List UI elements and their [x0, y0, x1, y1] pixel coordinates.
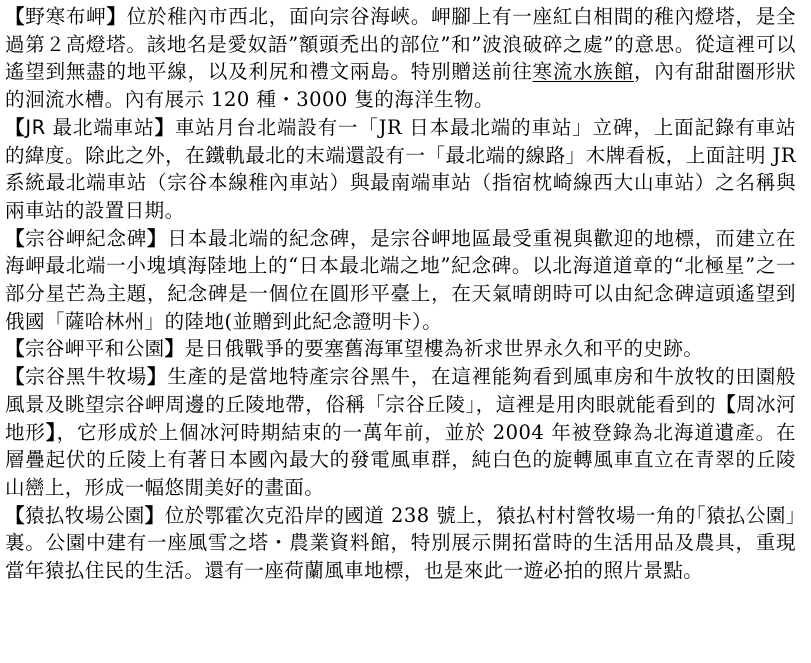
entry-black-cattle-ranch	[5, 363, 796, 502]
entry-text: 生產的是當地特產宗谷黑牛，在這裡能夠看到風車房和牛放牧的田園般風景及眺望宗谷岬周邊的丘陵地帶，俗稱「宗谷丘陵」，這裡是用肉眼就能看到的	[5, 365, 797, 416]
bracket-close: 】	[147, 365, 168, 389]
entry-text: 位於稚內市西北，面向宗谷海峽。岬腳上有一座紅白相間的稚內燈塔，是全過第２高燈塔。該地名是愛奴語”額頭禿出的部位”和”波浪破碎之處”的意思。從這裡可以遙望到無盡的地平線，以及利尻和禮文兩島。特別贈送前往	[5, 5, 796, 84]
bracket-open: 【	[5, 5, 26, 28]
bracket-close: 】	[144, 503, 165, 527]
entry-nosappu-misaki	[5, 3, 796, 114]
bracket-close: 】	[45, 420, 57, 444]
entry-text-after: ，內有甜甜圈形狀的洄流水槽。內有展示 120 種・3000 隻的海洋生物。	[5, 60, 796, 112]
bracket-close: 】	[147, 226, 168, 250]
entry-sarufutsu-park	[5, 502, 796, 585]
entry-jr-station	[5, 114, 796, 225]
bracket-close: 】	[154, 115, 175, 139]
bracket-close: 】	[164, 337, 185, 361]
entry-text: 位於鄂霍次克沿岸的國道 238 號上，猿払村村營牧場一角的｢猿払公園」裏。公園中建有一座風雪之塔・農業資料館，特別展示開拓當時的生活用品及農具，重現當年猿払住民的生活。還有一座荷蘭風車地標，也是來此一遊必拍的照片景點。	[5, 503, 796, 583]
bracket-open: 【	[5, 337, 25, 361]
entry-soya-monument	[5, 225, 796, 336]
bracket-close: 】	[106, 5, 127, 28]
bracket-open: 【	[5, 115, 26, 139]
entry-peace-park	[5, 335, 796, 363]
entry-text: 日本最北端的紀念碑，是宗谷岬地區最受重視與歡迎的地標，而建立在海岬最北端一小塊填海陸地上的“日本最北端之地”紀念碑。以北海道道章的“北極星”之一部分星芒為主題，紀念碑是一個位在圓形平臺上，在天氣晴朗時可以由紀念碑這頭遙望到俄國「薩哈林州」的陸地(並贈到此紀念證明卡）。	[5, 226, 797, 333]
entry-text: 車站月台北端設有一「JR 日本最北端的車站」立碑，上面記錄有車站的緯度。除此之外，在鐵軌最北的末端還設有一「最北端的線路」木牌看板，上面註明 JR 系統最北端車站（宗谷本線稚內車站）與最南端車站（指宿枕崎線西大山車站）之名稱與兩車站的設置日期。	[5, 115, 797, 222]
entry-title: 宗谷岬紀念碑	[25, 226, 148, 250]
entry-title: 宗谷岬平和公園	[24, 337, 165, 361]
entry-title: 猿払牧場公園	[24, 503, 145, 527]
entry-title: 宗谷黑牛牧場	[25, 365, 148, 389]
inline-title: 周冰河地形	[5, 392, 797, 444]
bracket-open: 【	[5, 226, 26, 250]
bracket-open: 【	[5, 503, 25, 527]
bracket-open: 【	[715, 392, 737, 416]
entry-text: 是日俄戰爭的要塞舊海軍望樓為祈求世界永久和平的史跡。	[184, 337, 704, 361]
entry-text-after: ，它形成於上個冰河時期結束的一萬年前，並於 2004 年被登錄為北海道遺產。在層疊起伏的丘陵上有著日本國內最大的發電風車群，純白色的旋轉風車直立在青翠的丘陵山巒上，形成一幅悠閒美好的畫面。	[5, 420, 797, 499]
bracket-open: 【	[5, 365, 26, 389]
entry-title: 野寒布岬	[25, 5, 107, 28]
entry-title: JR 最北端車站	[25, 115, 155, 139]
aquarium-link[interactable]: 寒流水族館	[532, 60, 634, 84]
